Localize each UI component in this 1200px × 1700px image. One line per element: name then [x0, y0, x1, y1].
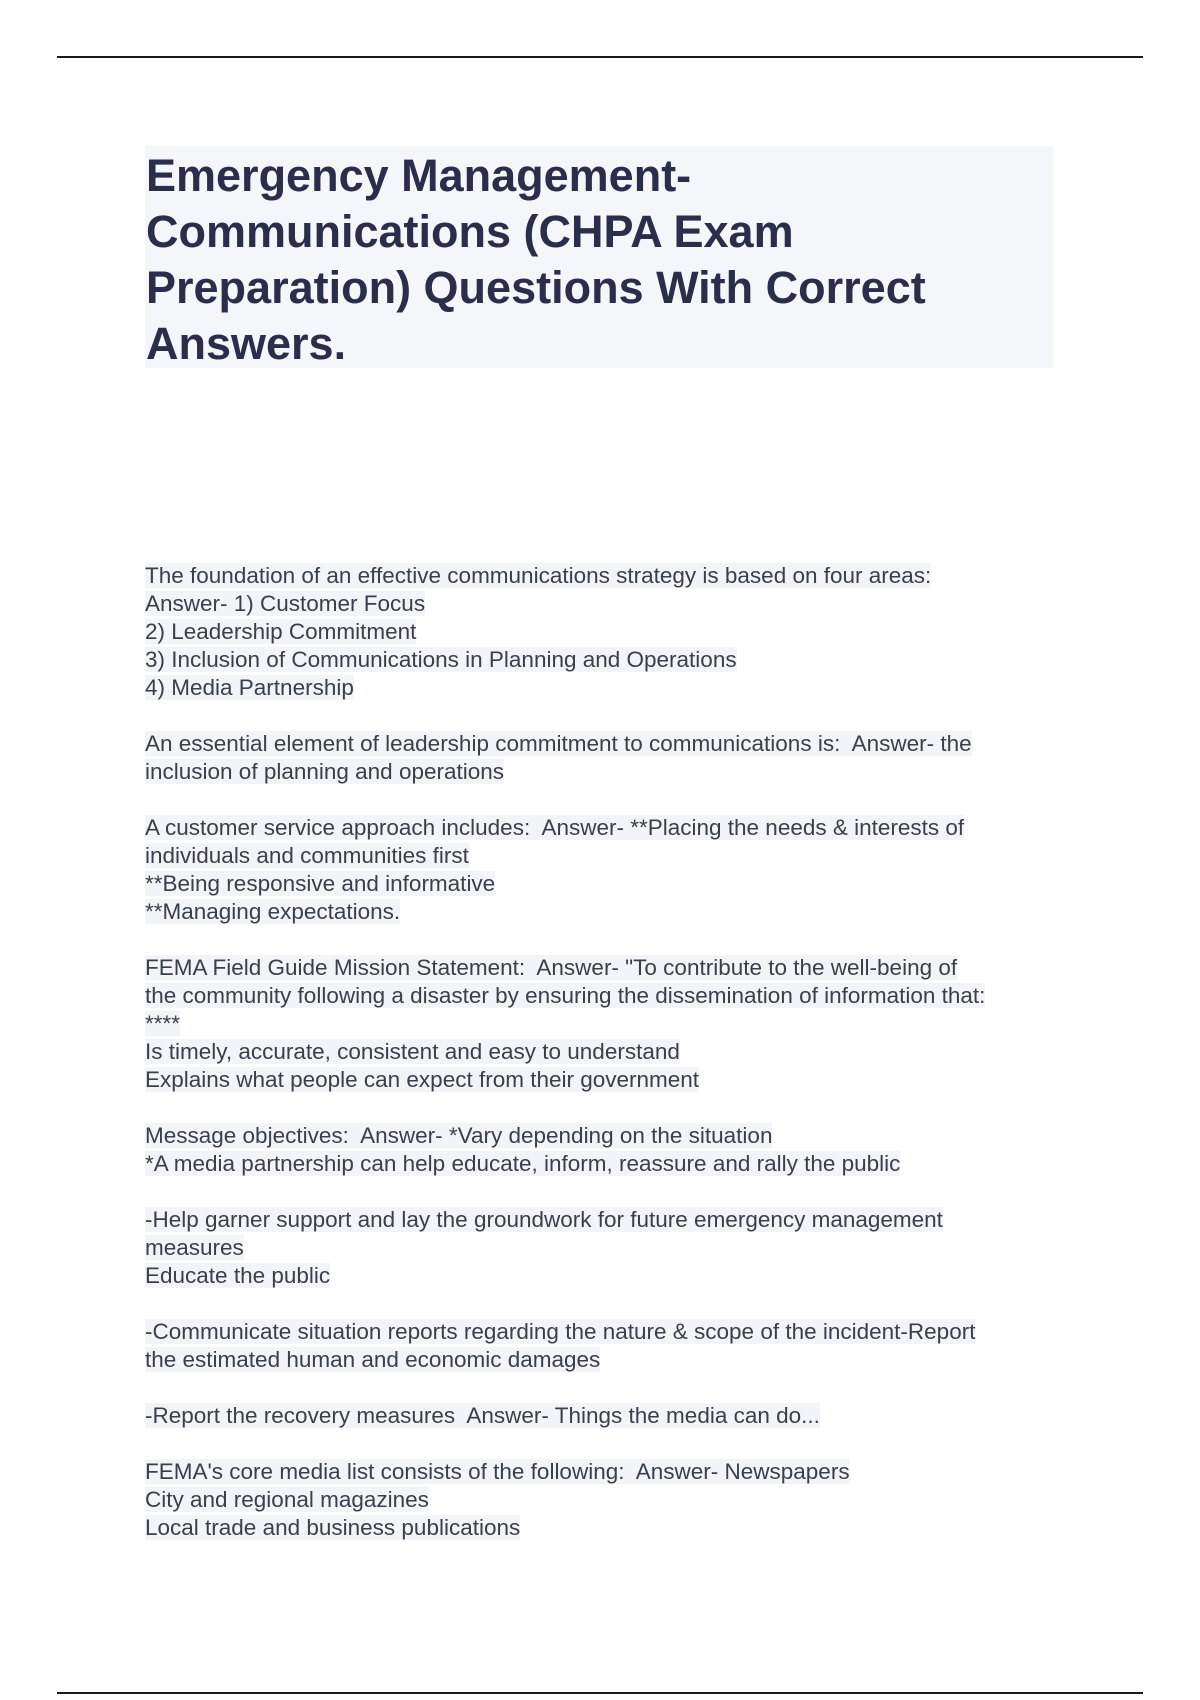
text-line-content: 2) Leadership Commitment: [145, 619, 417, 644]
text-line: [145, 1402, 1065, 1430]
qa-block: [145, 814, 1065, 926]
text-line-content: A customer service approach includes: Answer- **Placing the needs & interests of: [145, 815, 965, 840]
text-line-content: Answer- 1) Customer Focus: [145, 591, 426, 616]
text-line: [145, 730, 1065, 758]
text-line: [145, 1038, 1065, 1066]
text-line-content: Local trade and business publications: [145, 1515, 521, 1540]
text-line-content: **Managing expectations.: [145, 899, 401, 924]
text-line: [145, 758, 1065, 786]
text-line-content: The foundation of an effective communications strategy is based on four areas:: [145, 563, 932, 588]
text-line-content: Message objectives: Answer- *Vary depending on the situation: [145, 1123, 773, 1148]
text-line: [145, 646, 1065, 674]
text-line-content: 3) Inclusion of Communications in Planning and Operations: [145, 647, 737, 672]
text-line: [145, 1318, 1065, 1346]
text-line-content: -Report the recovery measures Answer- Things the media can do...: [145, 1403, 820, 1428]
text-line: [145, 1066, 1065, 1094]
text-line: [145, 842, 1065, 870]
text-line-content: **Being responsive and informative: [145, 871, 496, 896]
text-line: [145, 898, 1065, 926]
text-line-content: measures: [145, 1235, 244, 1260]
bottom-rule: [57, 1692, 1143, 1694]
text-line: [145, 1010, 1065, 1038]
text-line: [145, 1206, 1065, 1234]
text-line: [145, 814, 1065, 842]
text-line-content: ****: [145, 1011, 181, 1036]
text-line-content: FEMA's core media list consists of the following: Answer- Newspapers: [145, 1459, 850, 1484]
text-line: [145, 1514, 1065, 1542]
text-line: [145, 1262, 1065, 1290]
text-line-content: An essential element of leadership commitment to communications is: Answer- the: [145, 731, 972, 756]
qa-block: [145, 730, 1065, 786]
qa-block: [145, 1318, 1065, 1374]
text-line-content: inclusion of planning and operations: [145, 759, 505, 784]
text-line: [145, 1486, 1065, 1514]
text-line-content: Educate the public: [145, 1263, 331, 1288]
page-title: Emergency Management-Communications (CHPA Exam Preparation) Questions With Correct Answers.: [146, 150, 926, 369]
qa-block: [145, 954, 1065, 1094]
text-line-content: Explains what people can expect from their government: [145, 1067, 700, 1092]
text-line: [145, 590, 1065, 618]
top-rule: [57, 56, 1143, 58]
qa-block: [145, 1122, 1065, 1178]
text-line: [145, 982, 1065, 1010]
text-line: [145, 618, 1065, 646]
qa-block: [145, 1458, 1065, 1542]
text-line: [145, 1346, 1065, 1374]
text-line: [145, 1458, 1065, 1486]
text-line: [145, 1234, 1065, 1262]
text-line: [145, 954, 1065, 982]
qa-block: [145, 1402, 1065, 1430]
text-line-content: Is timely, accurate, consistent and easy to understand: [145, 1039, 680, 1064]
text-line-content: the estimated human and economic damages: [145, 1347, 601, 1372]
text-line-content: the community following a disaster by ensuring the dissemination of information that:: [145, 983, 986, 1008]
text-line: [145, 562, 1065, 590]
text-line: [145, 1150, 1065, 1178]
text-line-content: -Help garner support and lay the groundwork for future emergency management: [145, 1207, 943, 1232]
text-line-content: individuals and communities first: [145, 843, 469, 868]
text-line: [145, 870, 1065, 898]
text-line-content: *A media partnership can help educate, inform, reassure and rally the public: [145, 1151, 901, 1176]
text-line-content: FEMA Field Guide Mission Statement: Answer- "To contribute to the well-being of: [145, 955, 958, 980]
text-line: [145, 674, 1065, 702]
document-body: [145, 562, 1065, 1570]
qa-block: [145, 1206, 1065, 1290]
qa-block: [145, 562, 1065, 702]
text-line: [145, 1122, 1065, 1150]
text-line-content: -Communicate situation reports regarding the nature & scope of the incident-Report: [145, 1319, 976, 1344]
text-line-content: City and regional magazines: [145, 1487, 429, 1512]
text-line-content: 4) Media Partnership: [145, 675, 354, 700]
